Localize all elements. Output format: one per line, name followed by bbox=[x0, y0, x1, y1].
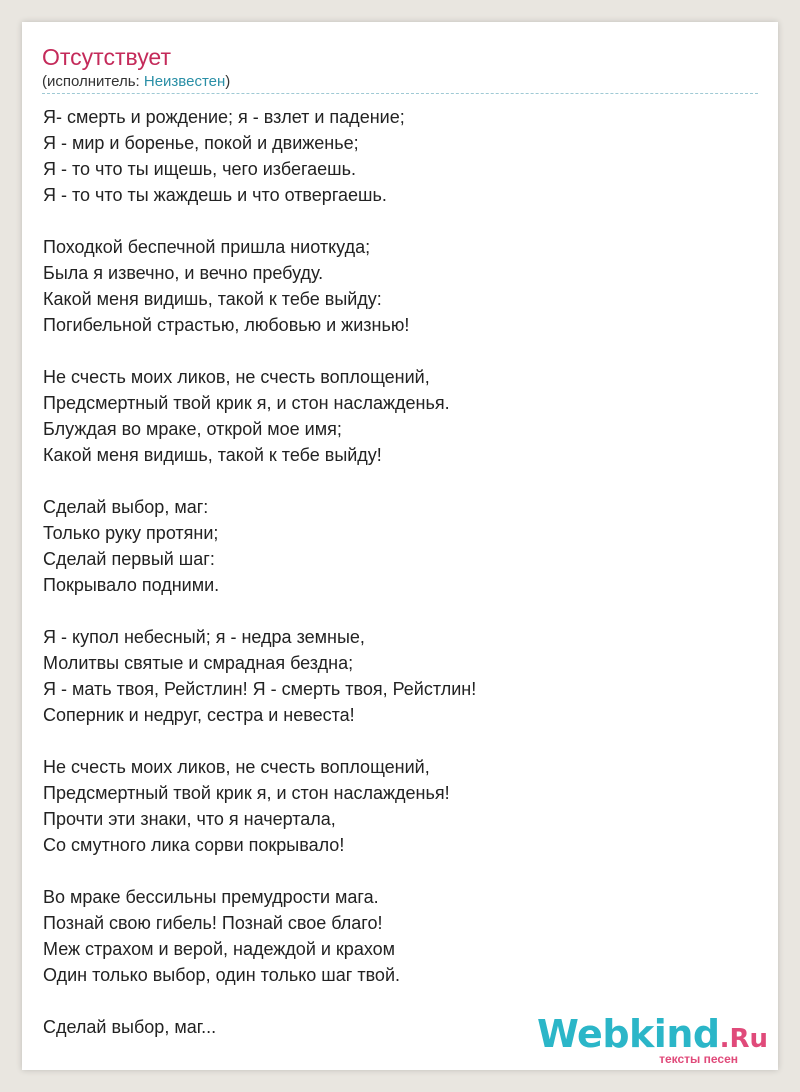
lyric-line: Я - то что ты жаждешь и что отвергаешь. bbox=[43, 185, 387, 205]
lyric-line: Не счесть моих ликов, не счесть воплощений, bbox=[43, 367, 430, 387]
lyric-line: Со смутного лика сорви покрывало! bbox=[43, 835, 345, 855]
lyric-line: Походкой беспечной пришла ниоткуда; bbox=[43, 237, 371, 257]
lyric-line: Только руку протяни; bbox=[43, 523, 219, 543]
lyric-line: Познай свою гибель! Познай свое благо! bbox=[43, 913, 383, 933]
lyric-line: Сделай первый шаг: bbox=[43, 549, 215, 569]
lyric-line: Сделай выбор, маг... bbox=[43, 1017, 217, 1037]
title-divider bbox=[42, 93, 758, 94]
stanza-break bbox=[43, 338, 763, 364]
logo-tld: .Ru bbox=[719, 1024, 768, 1054]
stanza-break bbox=[43, 598, 763, 624]
lyric-line: Какой меня видишь, такой к тебе выйду: bbox=[43, 289, 382, 309]
lyric-line: Предсмертный твой крик я, и стон наслажденья! bbox=[43, 783, 450, 803]
song-title: Отсутствует bbox=[42, 44, 171, 70]
lyric-line: Я- смерть и рождение; я - взлет и падение; bbox=[43, 107, 405, 127]
lyric-line: Я - то что ты ищешь, чего избегаешь. bbox=[43, 159, 356, 179]
lyric-line: Я - купол небесный; я - недра земные, bbox=[43, 627, 365, 647]
lyric-line: Я - мать твоя, Рейстлин! Я - смерть твоя, Рейстлин! bbox=[43, 679, 477, 699]
lyric-line: Молитвы святые и смрадная бездна; bbox=[43, 653, 354, 673]
lyric-line: Во мраке бессильны премудрости мага. bbox=[43, 887, 379, 907]
lyric-line: Была я извечно, и вечно пребуду. bbox=[43, 263, 324, 283]
artist-link[interactable]: Неизвестен bbox=[143, 73, 226, 90]
lyric-line: Какой меня видишь, такой к тебе выйду! bbox=[43, 445, 382, 465]
lyric-line: Соперник и недруг, сестра и невеста! bbox=[43, 705, 355, 725]
lyrics-text bbox=[43, 104, 763, 1040]
lyrics-card bbox=[22, 22, 778, 1070]
artist-prefix: (исполнитель: bbox=[42, 73, 144, 90]
artist-line bbox=[42, 73, 230, 91]
stanza-break bbox=[43, 858, 763, 884]
lyric-line: Покрывало подними. bbox=[43, 575, 220, 595]
stanza-break bbox=[43, 728, 763, 754]
lyric-line: Сделай выбор, маг: bbox=[43, 497, 209, 517]
site-logo[interactable] bbox=[536, 1012, 772, 1066]
lyric-line: Предсмертный твой крик я, и стон наслажденья. bbox=[43, 393, 450, 413]
lyric-line: Блуждая во мраке, открой мое имя; bbox=[43, 419, 342, 439]
lyric-line: Я - мир и боренье, покой и движенье; bbox=[43, 133, 359, 153]
stanza-break bbox=[43, 468, 763, 494]
lyric-line: Не счесть моих ликов, не счесть воплощений, bbox=[43, 757, 430, 777]
stanza-break bbox=[43, 208, 763, 234]
lyric-line: Меж страхом и верой, надеждой и крахом bbox=[43, 939, 396, 959]
lyric-line: Прочти эти знаки, что я начертала, bbox=[43, 809, 336, 829]
logo-main-text: Webkind bbox=[536, 1012, 720, 1056]
lyric-line: Один только выбор, один только шаг твой. bbox=[43, 965, 400, 985]
logo-tagline: тексты песен bbox=[659, 1052, 738, 1066]
artist-suffix: ) bbox=[225, 73, 231, 90]
stanza-break bbox=[43, 988, 763, 1014]
lyric-line: Погибельной страстью, любовью и жизнью! bbox=[43, 315, 410, 335]
